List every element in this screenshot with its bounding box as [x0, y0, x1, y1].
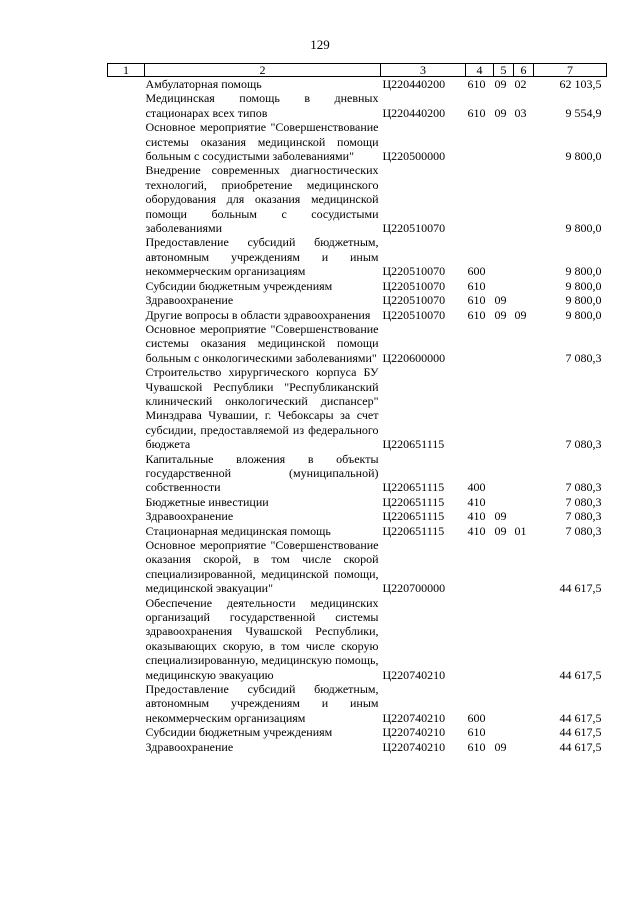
row-expense-type: 410 — [467, 494, 486, 509]
row-expense-type: 600 — [467, 710, 486, 725]
row-section: 09 — [494, 509, 507, 524]
row-section — [494, 495, 514, 509]
row-section: 09 — [494, 523, 507, 538]
row-section — [494, 322, 514, 365]
row-subsection — [514, 682, 534, 725]
first-cell — [108, 725, 145, 739]
row-code: Ц220651115 — [382, 494, 445, 509]
row-amount: 62 103,5 — [559, 77, 602, 91]
row-amount: 44 617,5 — [559, 667, 602, 682]
table-row — [108, 365, 607, 451]
table-row — [108, 308, 607, 322]
row-name: Бюджетные инвестиции — [145, 494, 269, 509]
table-row — [108, 538, 607, 596]
row-expense-type: 610 — [467, 293, 486, 308]
row-expense-type — [466, 322, 494, 365]
row-section — [494, 365, 514, 451]
header-col-1: 1 — [108, 64, 145, 77]
row-subsection — [514, 163, 534, 235]
row-expense-type: 600 — [467, 264, 486, 279]
row-section: 09 — [494, 77, 507, 91]
row-amount: 7 080,3 — [565, 437, 602, 452]
row-subsection — [514, 538, 534, 596]
table-row — [108, 740, 607, 754]
row-expense-type: 610 — [467, 307, 486, 322]
row-subsection — [514, 365, 534, 451]
row-code: Ц220651115 — [382, 523, 445, 538]
row-code: Ц220740210 — [382, 725, 446, 740]
first-cell — [108, 308, 145, 322]
row-amount: 9 800,0 — [565, 278, 602, 293]
row-expense-type: 610 — [467, 77, 486, 91]
row-amount: 7 080,3 — [565, 523, 602, 538]
row-name: Основное мероприятие "Совершенствование системы оказания медицинской помощи больным с сосудистыми заболеваниями" — [145, 120, 379, 164]
row-name: Здравоохранение — [145, 509, 234, 524]
row-amount: 44 617,5 — [559, 581, 602, 596]
row-expense-type — [466, 365, 494, 451]
row-expense-type: 610 — [467, 739, 486, 754]
row-amount: 7 080,3 — [565, 480, 602, 495]
row-amount: 9 800,0 — [565, 264, 602, 279]
row-code: Ц220651115 — [382, 480, 445, 495]
row-code: Ц220700000 — [382, 581, 446, 596]
table-row — [108, 495, 607, 509]
row-name: Здравоохранение — [145, 739, 234, 754]
row-section — [494, 538, 514, 596]
row-name: Другие вопросы в области здравоохранения — [145, 307, 371, 322]
first-cell — [108, 235, 145, 278]
row-name: Медицинская помощь в дневных стационарах всех типов — [145, 91, 379, 120]
table-row — [108, 120, 607, 163]
row-amount: 7 080,3 — [565, 494, 602, 509]
row-subsection: 01 — [514, 523, 527, 538]
header-col-6: 6 — [514, 64, 534, 77]
row-amount: 9 554,9 — [565, 105, 602, 120]
table-header — [108, 64, 607, 77]
row-name: Амбулаторная помощь — [145, 77, 262, 91]
table-row — [108, 235, 607, 278]
first-cell — [108, 322, 145, 365]
row-code: Ц220651115 — [382, 509, 445, 524]
row-name: Основное мероприятие "Совершенствование системы оказания медицинской помощи больным с онкологическими заболеваниями" — [145, 321, 379, 365]
row-section — [494, 120, 514, 163]
row-expense-type — [466, 538, 494, 596]
row-subsection — [514, 452, 534, 495]
row-amount: 44 617,5 — [559, 739, 602, 754]
row-code: Ц220500000 — [382, 149, 446, 164]
row-section — [494, 163, 514, 235]
row-subsection — [514, 740, 534, 754]
first-cell — [108, 524, 145, 538]
page-number: 129 — [310, 37, 330, 52]
row-code: Ц220510070 — [382, 307, 446, 322]
first-cell — [108, 279, 145, 293]
row-subsection — [514, 235, 534, 278]
row-subsection — [514, 279, 534, 293]
row-subsection — [514, 509, 534, 523]
row-section — [494, 279, 514, 293]
first-cell — [108, 293, 145, 307]
row-expense-type — [466, 120, 494, 163]
row-subsection: 09 — [514, 307, 527, 322]
row-subsection — [514, 725, 534, 739]
table-row — [108, 91, 607, 120]
row-amount: 9 800,0 — [565, 221, 602, 236]
row-expense-type: 610 — [467, 105, 486, 120]
row-amount: 9 800,0 — [565, 307, 602, 322]
table-row — [108, 163, 607, 235]
row-subsection: 02 — [514, 77, 527, 91]
row-code: Ц220510070 — [382, 293, 446, 308]
row-amount: 7 080,3 — [565, 350, 602, 365]
row-code: Ц220440200 — [382, 105, 446, 120]
row-name: Стационарная медицинская помощь — [145, 523, 331, 538]
row-code: Ц220510070 — [382, 264, 446, 279]
row-expense-type — [466, 163, 494, 235]
row-name: Предоставление субсидий бюджетным, автономным учреждениям и иным некоммерческим организациям — [145, 235, 379, 279]
first-cell — [108, 365, 145, 451]
first-cell — [108, 509, 145, 523]
row-section: 09 — [494, 739, 507, 754]
row-section: 09 — [494, 105, 507, 120]
table-row — [108, 322, 607, 365]
row-name: Строительство хирургического корпуса БУ Чувашской Республики "Республиканский клинический онкологический диспансер" Минздрава Чувашии, г. Чебоксары за счет субсидии, предоставляемой из федерального бюджета — [145, 365, 379, 452]
table-row — [108, 725, 607, 739]
row-expense-type: 400 — [467, 480, 486, 495]
row-amount: 44 617,5 — [559, 710, 602, 725]
row-section — [494, 235, 514, 278]
table-row — [108, 509, 607, 523]
table-row — [108, 524, 607, 538]
header-col-5: 5 — [494, 64, 514, 77]
first-cell — [108, 452, 145, 495]
row-code: Ц220740210 — [382, 710, 446, 725]
row-amount: 9 800,0 — [565, 293, 602, 308]
row-name: Субсидии бюджетным учреждениям — [145, 278, 333, 293]
row-name: Основное мероприятие "Совершенствование оказания скорой, в том числе скорой специализированной, медицинской помощи, медицинской эвакуации" — [145, 538, 379, 596]
row-section — [494, 682, 514, 725]
row-expense-type: 610 — [467, 278, 486, 293]
first-cell — [108, 495, 145, 509]
first-cell — [108, 682, 145, 725]
row-section: 09 — [494, 307, 507, 322]
first-cell — [108, 538, 145, 596]
row-expense-type — [466, 596, 494, 682]
budget-table — [107, 63, 607, 754]
header-col-4: 4 — [466, 64, 494, 77]
table-row — [108, 293, 607, 307]
row-code: Ц220740210 — [382, 667, 446, 682]
first-cell — [108, 120, 145, 163]
row-code: Ц220740210 — [382, 739, 446, 754]
row-expense-type: 610 — [467, 725, 486, 740]
row-expense-type: 410 — [467, 509, 486, 524]
row-amount: 9 800,0 — [565, 149, 602, 164]
row-name: Субсидии бюджетным учреждениям — [145, 725, 333, 740]
header-col-7: 7 — [534, 64, 607, 77]
row-subsection — [514, 495, 534, 509]
row-subsection — [514, 293, 534, 307]
row-subsection: 03 — [514, 105, 527, 120]
row-code: Ц220440200 — [382, 77, 446, 91]
first-cell — [108, 740, 145, 754]
table-row — [108, 452, 607, 495]
header-col-3: 3 — [381, 64, 466, 77]
row-section: 09 — [494, 293, 507, 308]
row-name: Капитальные вложения в объекты государственной (муниципальной) собственности — [145, 451, 379, 495]
row-subsection — [514, 120, 534, 163]
row-subsection — [514, 596, 534, 682]
row-name: Внедрение современных диагностических технологий, приобретение медицинского оборудования для оказания медицинской помощи больным с сосудистыми заболеваниями — [145, 163, 379, 236]
row-name: Здравоохранение — [145, 293, 234, 308]
row-name: Обеспечение деятельности медицинских организаций государственной системы здравоохранения Чувашской Республики, оказывающих скорую, в том числе скорую специализированную, медицинскую помощь, медицинскую эвакуацию — [145, 595, 379, 682]
row-amount: 44 617,5 — [559, 725, 602, 740]
table-row — [108, 279, 607, 293]
row-section — [494, 725, 514, 739]
table-row — [108, 682, 607, 725]
row-section — [494, 596, 514, 682]
first-cell — [108, 163, 145, 235]
row-code: Ц220510070 — [382, 278, 446, 293]
first-cell — [108, 91, 145, 120]
table-row — [108, 77, 607, 92]
row-amount: 7 080,3 — [565, 509, 602, 524]
row-code: Ц220510070 — [382, 221, 446, 236]
row-code: Ц220651115 — [382, 437, 445, 452]
first-cell — [108, 596, 145, 682]
row-name: Предоставление субсидий бюджетным, автономным учреждениям и иным некоммерческим организациям — [145, 682, 379, 725]
first-cell — [108, 77, 145, 92]
row-code: Ц220600000 — [382, 350, 446, 365]
table-body — [108, 77, 607, 755]
row-subsection — [514, 322, 534, 365]
table-row — [108, 596, 607, 682]
header-col-2: 2 — [145, 64, 381, 77]
row-expense-type: 410 — [467, 523, 486, 538]
row-section — [494, 452, 514, 495]
